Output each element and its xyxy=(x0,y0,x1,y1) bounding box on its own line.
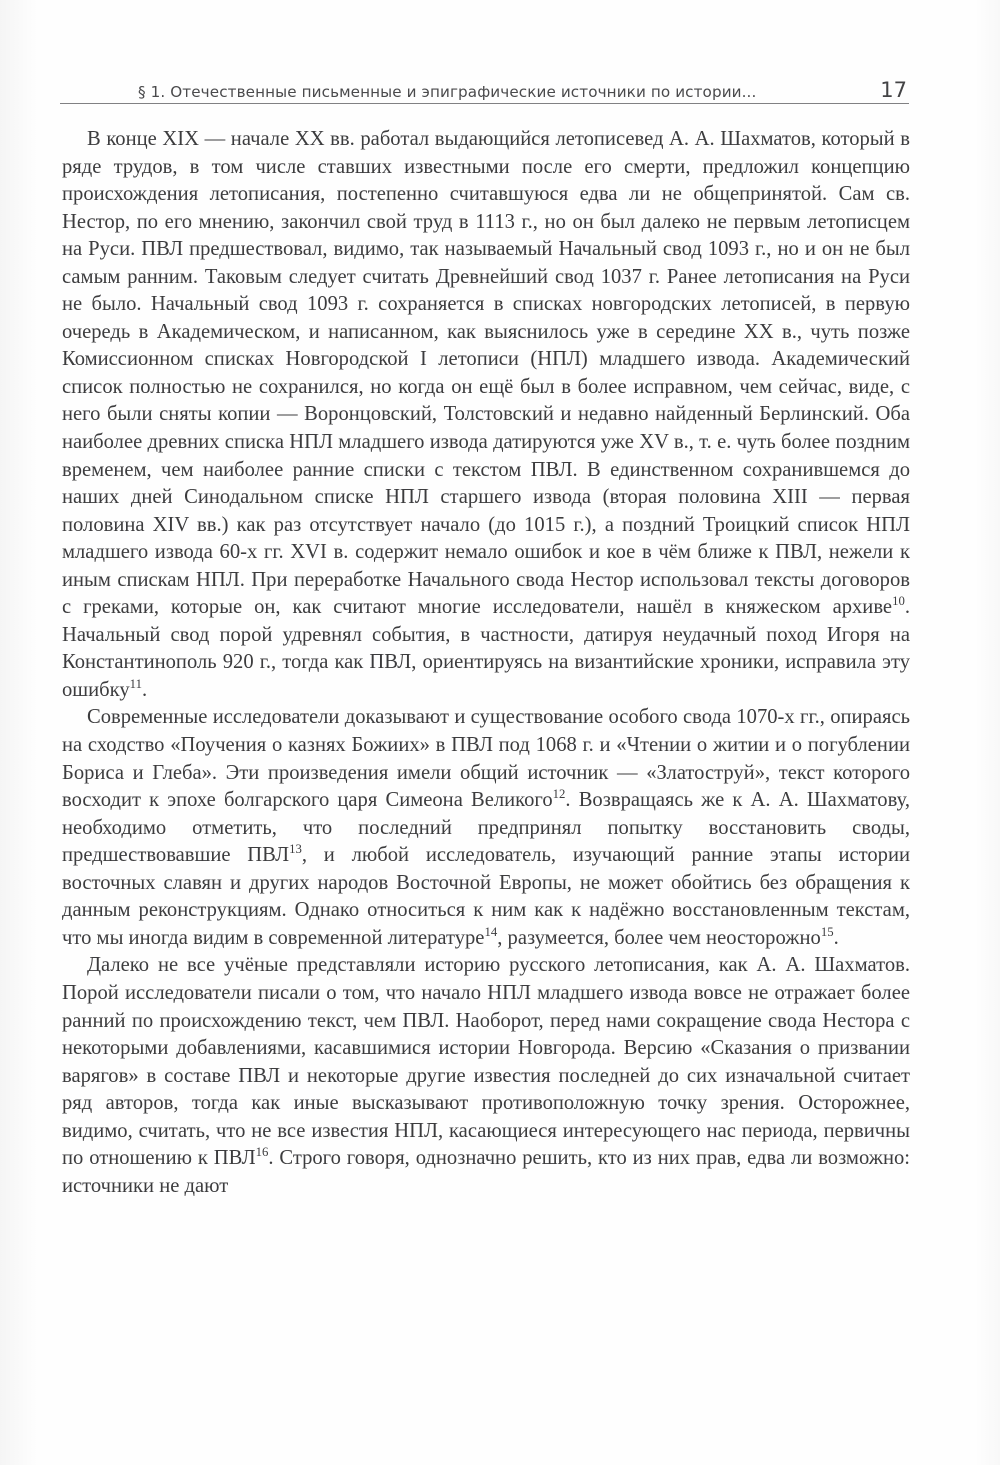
body-text xyxy=(62,126,910,1200)
footnote-marker: 12 xyxy=(552,787,566,802)
footnote-marker: 16 xyxy=(255,1145,269,1160)
paragraph: Современные исследователи доказывают и существование особого свода 1070-х гг., опираясь на сходство «Поучения о казнях Божиих» в ПВЛ под 1068 г. и «Чтении о житии и о погублении Бориса и Глеба». Эти произведения имели общий источник — «Златоструй», текст которого восходит к эпохе болгарского царя Симеона Великого$^{12}$. Возвращаясь же к А. А. Шахматову, необходимо отметить, что последний предпринял попытку восстановить своды, предшествовавшие ПВЛ$^{13}$, и любой исследователь, изучающий ранние этапы истории восточных славян и других народов Восточной Европы, не может обойтись без обращения к данным реконструкциям. Однако относиться к ним как к надёжно восстановленным текстам, что мы иногда видим в современной литературе$^{14}$, разумеется, более чем неосторожно$^{15}$. xyxy=(62,706,910,949)
paragraph: Далеко не все учёные представляли историю русского летописания, как А. А. Шахматов. Порой исследователи писали о том, что начало НПЛ младшего извода вовсе не отражает более ранний по происхождению текст, чем ПВЛ. Наоборот, перед нами сокращение свода Нестора с некоторыми добавлениями, касавшимися истории Новгорода. Версию «Сказания о призвании варягов» в составе ПВЛ и некоторые другие известия последней до сих изначальной считает ряд авторов, тогда как иные высказывают противоположную точку зрения. Осторожнее, видимо, считать, что не все известия НПЛ, касающиеся интересующего нас периода, первичны по отношению к ПВЛ$^{16}$. Строго говоря, однозначно решить, кто из них прав, едва ли возможно: источники не дают xyxy=(62,954,910,1197)
header-rule xyxy=(60,103,909,104)
running-head-title: § 1. Отечественные письменные и эпиграфические источники по истории... xyxy=(138,83,757,101)
running-head xyxy=(60,78,909,102)
footnote-marker: 13 xyxy=(289,842,302,857)
footnote-marker: 10 xyxy=(892,594,905,609)
footnote-marker: 15 xyxy=(820,925,834,939)
page-number: 17 xyxy=(880,78,907,102)
footnote-marker: 14 xyxy=(484,925,498,939)
paragraph: В конце XIX — начале XX вв. работал выдающийся летописевед А. А. Шахматов, который в ряде трудов, в том числе ставших известными после его смерти, предложил концепцию происхождения летописания, постепенно считавшуюся едва ли не общепринятой. Сам св. Нестор, по его мнению, закончил свой труд в 1113 г., но он был далеко не первым летописцем на Руси. ПВЛ предшествовал, видимо, так называемый Начальный свод 1093 г., но и он не был самым ранним. Таковым следует считать Древнейший свод 1037 г. Ранее летописания на Руси не было. Начальный свод 1093 г. сохраняется в списках новгородских летописей, в первую очередь в Академическом, и написанном, как выяснилось уже в середине XX в., чуть позже Комиссионном списках Новгородской I летописи (НПЛ) младшего извода. Академический список полностью не сохранился, но когда он ещё был в более исправном, чем сейчас, виде, с него были сняты копии — Воронцовский, Толстовский и недавно найденный Берлинский. Оба наиболее древних списка НПЛ младшего извода датируются уже XV в., т. е. чуть более поздним временем, чем наиболее ранние списки с текстом ПВЛ. В единственном сохранившемся до наших дней Синодальном списке НПЛ старшего извода (вторая половина XIII — первая половина XIV вв.) как раз отсутствует начало (до 1015 г.), а поздний Троицкий список НПЛ младшего извода 60-х гг. XVI в. содержит немало ошибок и кое в чём ближе к ПВЛ, нежели к иным спискам НПЛ. При переработке Начального свода Нестор использовал тексты договоров с греками, которые он, как считают многие исследователи, нашёл в княжеском архиве$^{10}$. Начальный свод порой удревнял события, в частности, датируя неудачный поход Игоря на Константинополь 920 г., тогда как ПВЛ, ориентируясь на византийские хроники, исправила эту ошибку$^{11}$. xyxy=(62,128,910,701)
footnote-marker: 11 xyxy=(129,677,142,692)
